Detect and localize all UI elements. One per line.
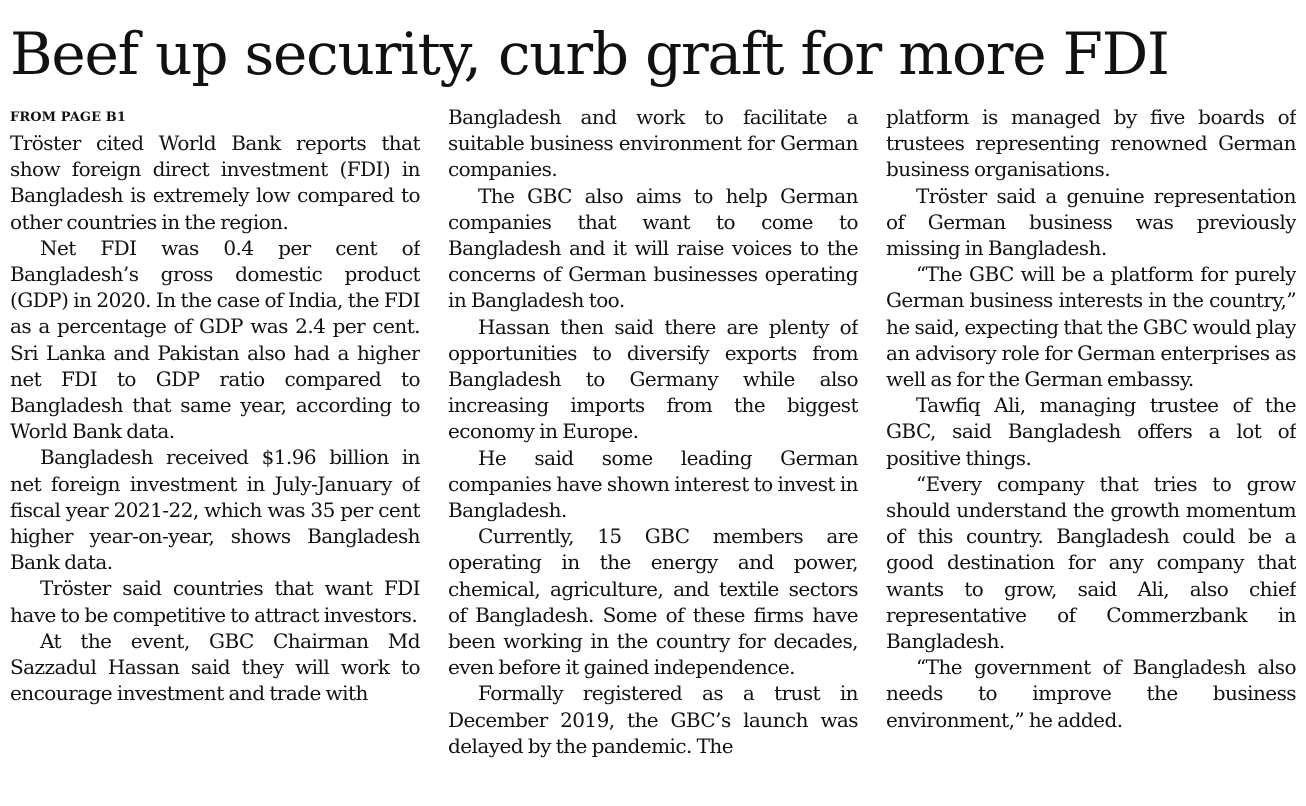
article-column-2 (448, 104, 858, 798)
paragraph: Net FDI was 0.4 per cent of Bangladesh’s gross domestic product (GDP) in 2020. In the case of India, the FDI as a percentage of GDP was 2.4 per cent. Sri Lanka and Pakistan also had a higher net FDI to GDP ratio compared to Bangladesh that same year, according to World Bank data. (10, 235, 420, 444)
paragraph: Tröster said countries that want FDI have to be competitive to attract investors. (10, 576, 420, 627)
paragraph: “Every company that tries to grow should understand the growth momentum of this country. Bangladesh could be a good destination for any company that wants to grow, said Ali, also chief representative of Commerzbank in Bangladesh. (886, 471, 1296, 654)
paragraph: Bangladesh received $1.96 billion in net foreign investment in July-January of fiscal year 2021-22, which was 35 per cent higher year-on-year, shows Bangladesh Bank data. (10, 445, 420, 575)
paragraph: “The GBC will be a platform for purely German business interests in the country,” he said, expecting that the GBC would play an advisory role for German enterprises as well as for the German embassy. (886, 262, 1296, 392)
paragraph: Hassan then said there are plenty of opportunities to diversify exports from Bangladesh to Germany while also increasing imports from the biggest economy in Europe. (448, 314, 858, 444)
paragraph: He said some leading German companies have shown interest to invest in Bangladesh. (448, 445, 858, 523)
paragraph: Tröster cited World Bank reports that show foreign direct investment (FDI) in Bangladesh is extremely low compared to other countries in the region. (10, 131, 420, 234)
article-column-3 (886, 104, 1296, 798)
paragraph: Bangladesh and work to facilitate a suitable business environment for German companies. (448, 105, 858, 182)
paragraph: Currently, 15 GBC members are operating in the energy and power, chemical, agriculture, and textile sectors of Bangladesh. Some of these firms have been working in the country for decades, even before it gained independence. (448, 524, 858, 680)
article-column-1 (10, 130, 420, 798)
paragraph: At the event, GBC Chairman Md Sazzadul Hassan said they will work to encourage investment and trade with (10, 628, 420, 706)
paragraph: Tawfiq Ali, managing trustee of the GBC, said Bangladesh offers a lot of positive things. (886, 393, 1296, 470)
paragraph: “The government of Bangladesh also needs to improve the business environment,” he added. (886, 655, 1296, 732)
paragraph: Formally registered as a trust in December 2019, the GBC’s launch was delayed by the pandemic. The (448, 681, 858, 758)
paragraph: platform is managed by five boards of trustees representing renowned German business organisations. (886, 105, 1296, 182)
kicker-from-page: FROM PAGE B1 (10, 110, 126, 125)
headline: Beef up security, curb graft for more FDI (10, 20, 1169, 88)
paragraph: Tröster said a genuine representation of German business was previously missing in Bangladesh. (886, 183, 1296, 261)
paragraph: The GBC also aims to help German companies that want to come to Bangladesh and it will raise voices to the concerns of German businesses operating in Bangladesh too. (448, 183, 858, 313)
